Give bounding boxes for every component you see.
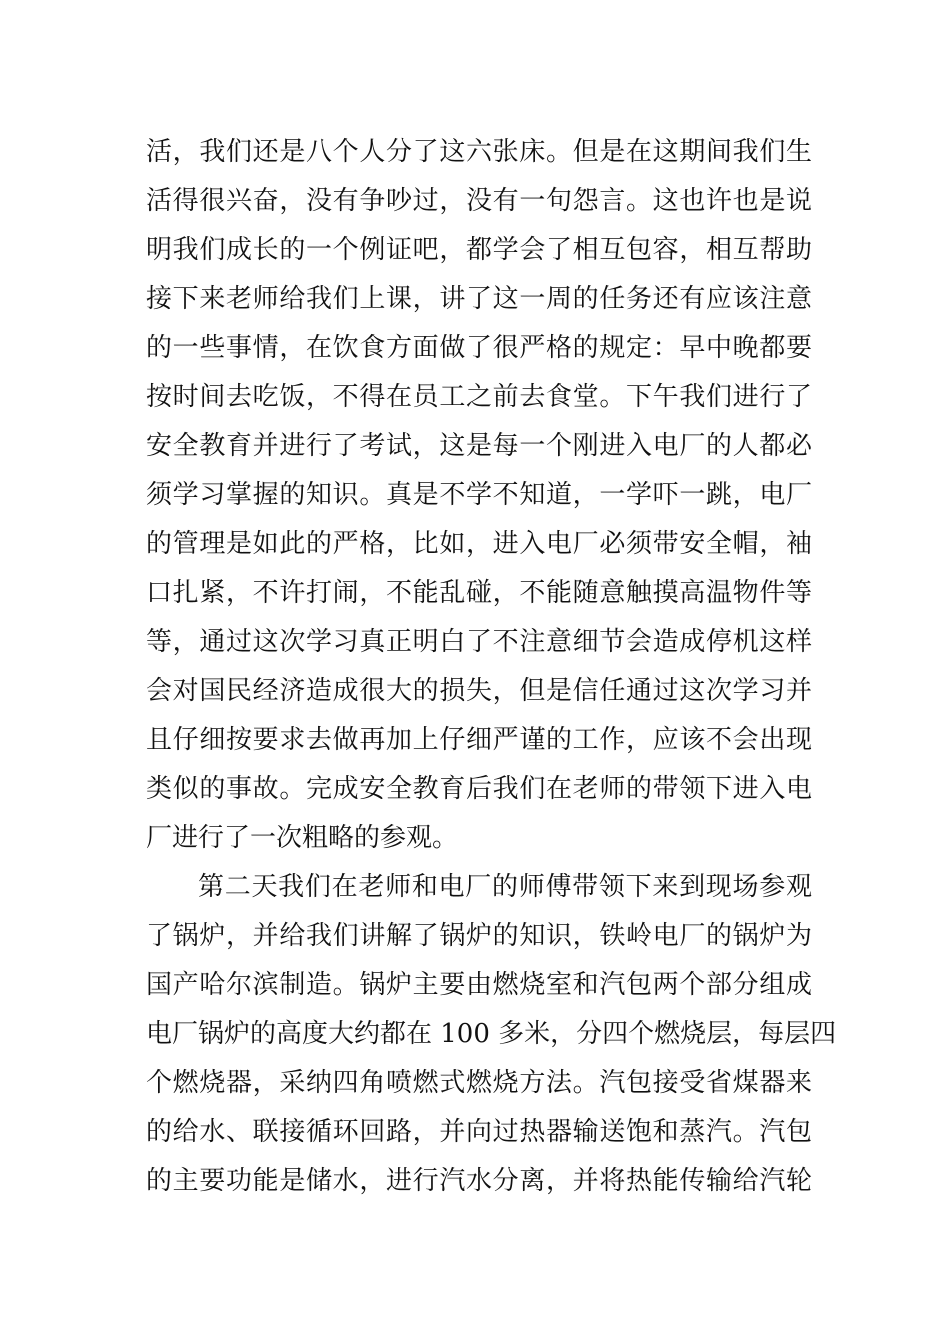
text-line: 明我们成长的一个例证吧，都学会了相互包容，相互帮助 — [146, 235, 812, 265]
text-line: 活得很兴奋，没有争吵过，没有一句怨言。这也许也是说 — [146, 186, 812, 216]
text-line: 个燃烧器，采纳四角喷燃式燃烧方法。汽包接受省煤器来 — [146, 1068, 812, 1098]
text-line: 的主要功能是储水，进行汽水分离，并将热能传输给汽轮 — [146, 1166, 812, 1196]
text-line: 须学习掌握的知识。真是不学不知道，一学吓一跳，电厂 — [146, 480, 812, 510]
paragraph-end-line: 厂进行了一次粗略的参观。 — [146, 823, 459, 853]
text-line: 电厂锅炉的高度大约都在 100 多米，分四个燃烧层，每层四 — [146, 1019, 837, 1049]
text-line: 的一些事情，在饮食方面做了很严格的规定：早中晚都要 — [146, 333, 812, 363]
text-line: 国产哈尔滨制造。锅炉主要由燃烧室和汽包两个部分组成 — [146, 970, 812, 1000]
text-line: 且仔细按要求去做再加上仔细严谨的工作，应该不会出现 — [146, 725, 812, 755]
text-line: 等，通过这次学习真正明白了不注意细节会造成停机这样 — [146, 627, 812, 657]
text-line: 安全教育并进行了考试，这是每一个刚进入电厂的人都必 — [146, 431, 812, 461]
text-line: 的管理是如此的严格，比如，进入电厂必须带安全帽，袖 — [146, 529, 812, 559]
text-line: 接下来老师给我们上课，讲了这一周的任务还有应该注意 — [146, 284, 812, 314]
text-line: 按时间去吃饭，不得在员工之前去食堂。下午我们进行了 — [146, 382, 812, 412]
text-line: 口扎紧，不许打闹，不能乱碰，不能随意触摸高温物件等 — [146, 578, 812, 608]
body-text — [146, 128, 837, 1206]
text-line: 会对国民经济造成很大的损失，但是信任通过这次学习并 — [146, 676, 812, 706]
text-line: 的给水、联接循环回路，并向过热器输送饱和蒸汽。汽包 — [146, 1117, 812, 1147]
paragraph-start-line: 第二天我们在老师和电厂的师傅带领下来到现场参观 — [198, 872, 812, 902]
text-line: 类似的事故。完成安全教育后我们在老师的带领下进入电 — [146, 774, 812, 804]
text-line: 活，我们还是八个人分了这六张床。但是在这期间我们生 — [146, 137, 812, 167]
text-line: 了锅炉，并给我们讲解了锅炉的知识，铁岭电厂的锅炉为 — [146, 921, 812, 951]
